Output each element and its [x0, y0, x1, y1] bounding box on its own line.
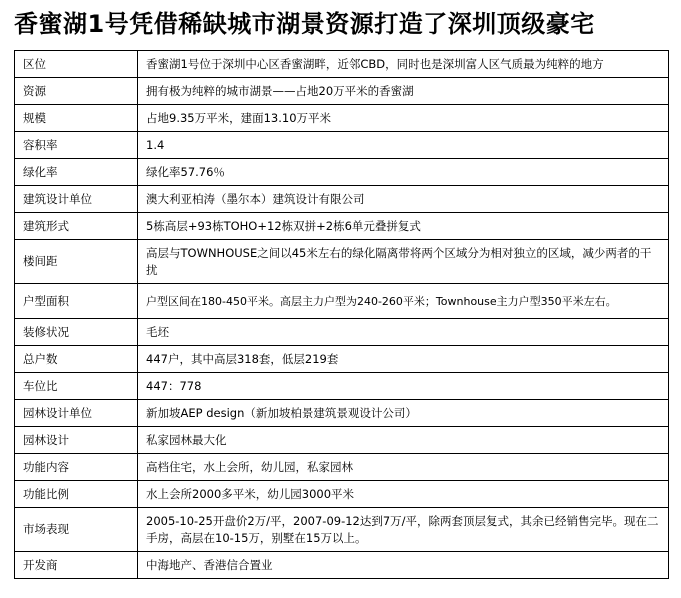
table-row [15, 454, 669, 481]
row-label: 车位比 [15, 373, 138, 400]
row-label: 园林设计 [15, 427, 138, 454]
table-row [15, 159, 669, 186]
row-value: 水上会所2000多平米，幼儿园3000平米 [138, 481, 669, 508]
row-label: 功能比例 [15, 481, 138, 508]
row-value: 2005-10-25开盘价2万/平，2007-09-12达到7万/平，除两套顶层复式，其余已经销售完毕。现在二手房，高层在10-15万，别墅在15万以上。 [138, 508, 669, 552]
row-value: 香蜜湖1号位于深圳中心区香蜜湖畔，近邻CBD，同时也是深圳富人区气质最为纯粹的地方 [138, 51, 669, 78]
table-row [15, 319, 669, 346]
table-row [15, 186, 669, 213]
table-row [15, 346, 669, 373]
table-row [15, 400, 669, 427]
row-label: 装修状况 [15, 319, 138, 346]
table-row [15, 78, 669, 105]
row-label: 资源 [15, 78, 138, 105]
row-label: 容积率 [15, 132, 138, 159]
row-value: 447：778 [138, 373, 669, 400]
row-label: 园林设计单位 [15, 400, 138, 427]
row-value: 1.4 [138, 132, 669, 159]
table-row [15, 105, 669, 132]
table-row [15, 373, 669, 400]
row-value: 中海地产、香港信合置业 [138, 552, 669, 579]
row-label: 功能内容 [15, 454, 138, 481]
table-row [15, 427, 669, 454]
table-row [15, 213, 669, 240]
table-row [15, 240, 669, 284]
table-row [15, 51, 669, 78]
row-label: 建筑形式 [15, 213, 138, 240]
row-value: 绿化率57.76％ [138, 159, 669, 186]
row-value: 高档住宅，水上会所，幼儿园，私家园林 [138, 454, 669, 481]
row-label: 绿化率 [15, 159, 138, 186]
row-value: 户型区间在180-450平米。高层主力户型为240-260平米；Townhouse主力户型350平米左右。 [138, 284, 669, 319]
row-label: 区位 [15, 51, 138, 78]
row-value: 澳大利亚柏涛（墨尔本）建筑设计有限公司 [138, 186, 669, 213]
table-row [15, 552, 669, 579]
table-row [15, 132, 669, 159]
project-info-table [14, 50, 669, 579]
row-label: 规模 [15, 105, 138, 132]
row-value: 拥有极为纯粹的城市湖景——占地20万平米的香蜜湖 [138, 78, 669, 105]
page-title: 香蜜湖1号凭借稀缺城市湖景资源打造了深圳顶级豪宅 [14, 10, 595, 38]
row-value: 毛坯 [138, 319, 669, 346]
row-value: 5栋高层+93栋TOHO+12栋双拼+2栋6单元叠拼复式 [138, 213, 669, 240]
row-value: 447户，其中高层318套，低层219套 [138, 346, 669, 373]
table-row [15, 508, 669, 552]
row-label: 市场表现 [15, 508, 138, 552]
row-label: 楼间距 [15, 240, 138, 284]
row-label: 总户数 [15, 346, 138, 373]
row-value: 私家园林最大化 [138, 427, 669, 454]
row-value: 高层与TOWNHOUSE之间以45米左右的绿化隔离带将两个区域分为相对独立的区域，减少两者的干扰 [138, 240, 669, 284]
row-value: 占地9.35万平米，建面13.10万平米 [138, 105, 669, 132]
table-row [15, 481, 669, 508]
row-label: 建筑设计单位 [15, 186, 138, 213]
row-label: 开发商 [15, 552, 138, 579]
table-row [15, 284, 669, 319]
row-label: 户型面积 [15, 284, 138, 319]
row-value: 新加坡AEP design（新加坡柏景建筑景观设计公司） [138, 400, 669, 427]
